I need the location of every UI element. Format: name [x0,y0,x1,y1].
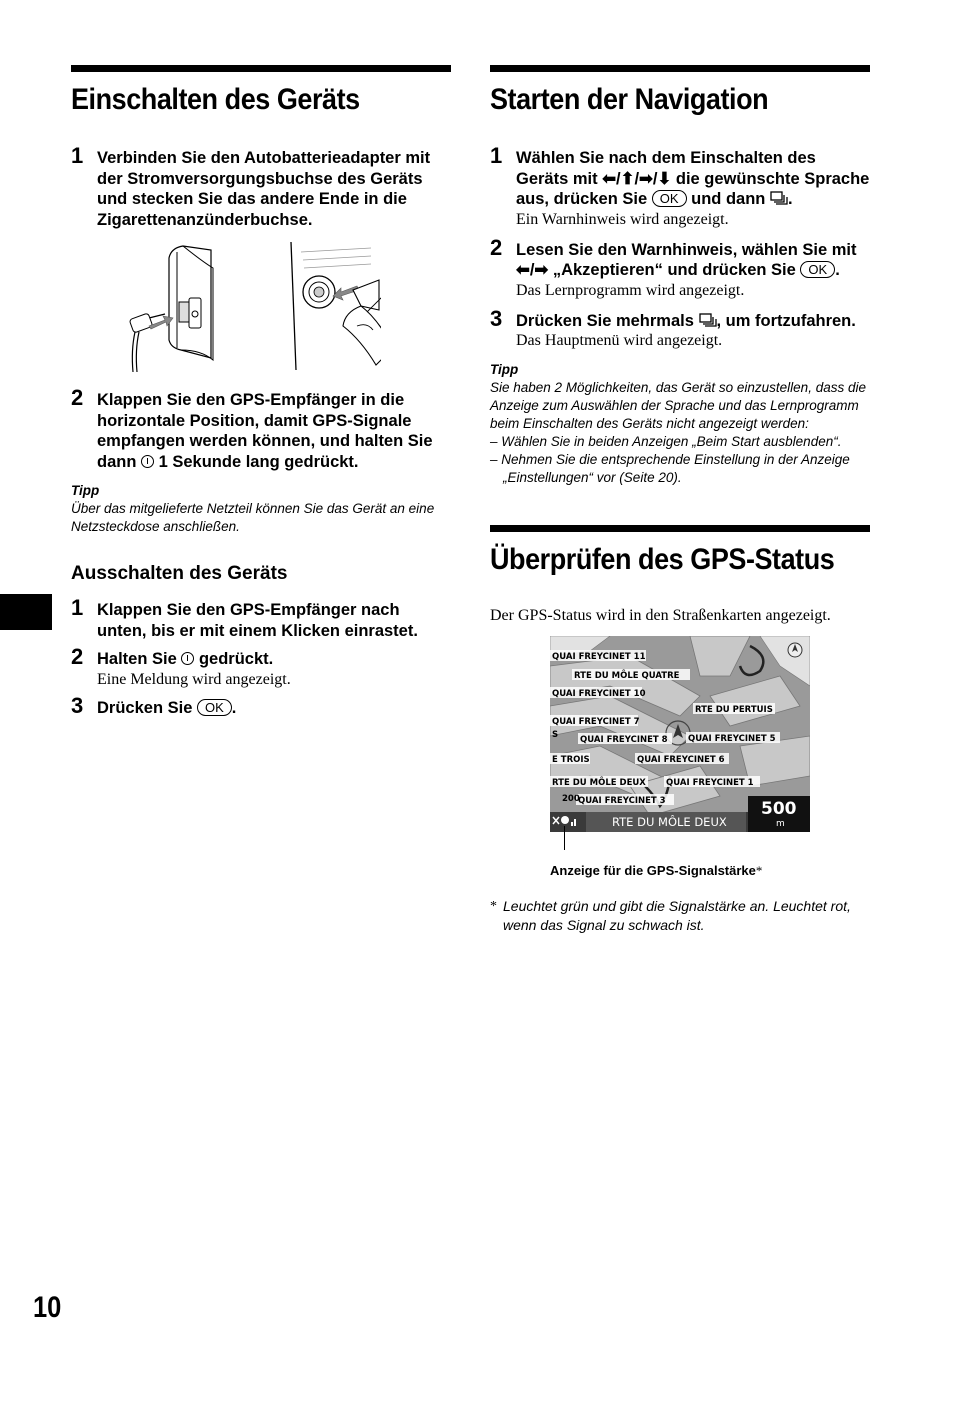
menu-page-icon [770,191,788,205]
arrow-keys-icon: ⬅/⬆/➡/⬇ [602,169,672,188]
step-result: Eine Meldung wird angezeigt. [97,670,291,688]
section-rule [71,65,451,72]
step-text: , um fortzufahren. [716,311,856,330]
map-label: QUAI FREYCINET 5 [688,734,776,744]
footnote-text: Leuchtet grün und gibt die Signalstärke an. Leuchtet rot, wenn das Signal zu schwach ist. [503,898,851,933]
map-label: QUAI FREYCINET 3 [578,796,666,806]
section-title-einschalten: Einschalten des Geräts [71,83,360,116]
step-instruction: Verbinden Sie den Autobatterieadapter mit der Stromversorgungsbuchse des Geräts und stecken Sie das andere Ende in die Zigarettenanzünderbuchse. [97,149,431,229]
nav-step-2 [490,234,870,301]
footnote [490,897,870,935]
map-label: S [552,730,559,740]
section-title-gps-status: Überprüfen des GPS-Status [490,543,835,576]
tip-box [490,361,870,487]
off-step-2 [71,644,451,690]
step-text: Wählen Sie nach dem Einschalten des Geräts mit [516,149,816,188]
tip-list-item: – Wählen Sie in beiden Anzeigen „Beim Start ausblenden“. [490,434,842,449]
map-label: QUAI FREYCINET 11 [552,652,646,662]
step-number: 2 [71,644,84,669]
tip-box [71,482,451,536]
step-text: Lesen Sie den Warnhinweis, wählen Sie mit [516,240,857,259]
gps-map-figure [550,636,810,879]
step-result: Das Hauptmenü wird angezeigt. [516,332,723,349]
map-current-street: RTE DU MÔLE DEUX [612,815,727,829]
callout-asterisk: * [755,863,763,878]
footnote-asterisk: * [490,899,497,914]
map-label: E TROIS [552,755,590,765]
map-screenshot [550,636,810,832]
section-tab-marker [0,594,52,630]
callout-line [564,826,565,850]
ok-button-icon: OK [652,190,687,207]
map-label: 200 [562,794,580,804]
map-distance-unit: m [776,819,785,829]
menu-page-icon [699,313,717,327]
off-step-3 [71,692,451,719]
step-instruction [97,698,451,719]
punctuation: . [835,261,840,279]
map-label: QUAI FREYCINET 1 [666,778,754,788]
device-connection-illustration [121,240,451,380]
tip-list-item: – Nehmen Sie die entsprechende Einstellung in der Anzeige „Einstellungen“ vor (Seite 20). [490,452,850,485]
step-text: Halten Sie [97,650,177,668]
map-label: RTE DU MÔLE QUATRE [574,671,680,681]
step-number: 3 [490,305,503,331]
map-label: QUAI FREYCINET 8 [580,735,668,745]
arrow-keys-icon: ⬅/➡ [516,261,549,279]
map-distance: 500 [761,799,797,819]
step-number: 1 [71,143,84,168]
tip-text: Über das mitgelieferte Netzteil können Sie das Gerät an eine Netzsteckdose anschließen. [71,501,435,534]
step-number: 2 [71,385,84,410]
step-text: Drücken Sie [97,698,193,717]
power-icon [141,455,154,468]
subsection-title-ausschalten: Ausschalten des Geräts [71,563,288,584]
map-label: RTE DU MÔLE DEUX [552,778,646,788]
step-number: 3 [71,692,84,718]
section-rule [490,65,870,72]
map-label: RTE DU PERTUIS [695,705,773,715]
map-label: QUAI FREYCINET 6 [637,755,725,765]
right-column [490,65,870,935]
map-label: QUAI FREYCINET 7 [552,717,640,727]
step-text: gedrückt. [198,650,274,668]
callout-text: Anzeige für die GPS-Signalstärke [550,863,756,878]
step-text: „Akzeptieren“ und drücken Sie [552,261,796,279]
step-number: 1 [71,595,84,620]
step-number: 1 [490,143,503,168]
tip-heading: Tipp [71,483,100,498]
nav-step-1 [490,143,870,230]
step-text: Drücken Sie mehrmals [516,311,694,330]
step-text: die gewünschte Sprache aus, drücken Sie [516,169,870,208]
step-2 [71,385,451,472]
step-instruction [516,148,870,210]
step-instruction [516,311,870,332]
ok-button-icon: OK [197,699,232,716]
left-column [71,65,451,718]
step-text: 1 Sekunde lang gedrückt. [158,452,359,471]
step-instruction [97,390,451,472]
power-icon [181,652,194,665]
gps-signal-callout [550,863,810,879]
gps-intro-text: Der GPS-Status wird in den Straßenkarten angezeigt. [490,607,831,624]
step-text: und dann [691,190,766,208]
nav-step-3 [490,305,870,352]
section-title-navigation: Starten der Navigation [490,83,769,116]
page-number: 10 [33,1291,62,1324]
step-result: Ein Warnhinweis wird angezeigt. [516,210,729,228]
step-instruction [97,649,451,670]
ok-button-icon: OK [800,261,835,278]
step-instruction: Klappen Sie den GPS-Empfänger nach unten, bis er mit einem Klicken einrastet. [97,601,418,640]
punctuation: . [231,698,237,717]
tip-heading: Tipp [490,362,519,377]
step-result: Das Lernprogramm wird angezeigt. [516,281,745,299]
step-instruction [516,240,870,281]
section-rule [490,525,870,532]
step-1 [71,143,451,230]
off-step-1 [71,595,451,641]
step-number: 2 [490,234,503,260]
tip-text: Sie haben 2 Möglichkeiten, das Gerät so einzustellen, dass die Anzeige zum Auswählen der Sprache und das Lernprogramm beim Einschalten des Geräts nicht angezeigt werden: [490,380,866,431]
map-label: QUAI FREYCINET 10 [552,689,646,699]
punctuation: . [787,190,793,208]
step-text: Klappen Sie den GPS-Empfänger in die horizontale Position, damit GPS-Signale empfangen werden können, und halten Sie dann [97,391,433,471]
